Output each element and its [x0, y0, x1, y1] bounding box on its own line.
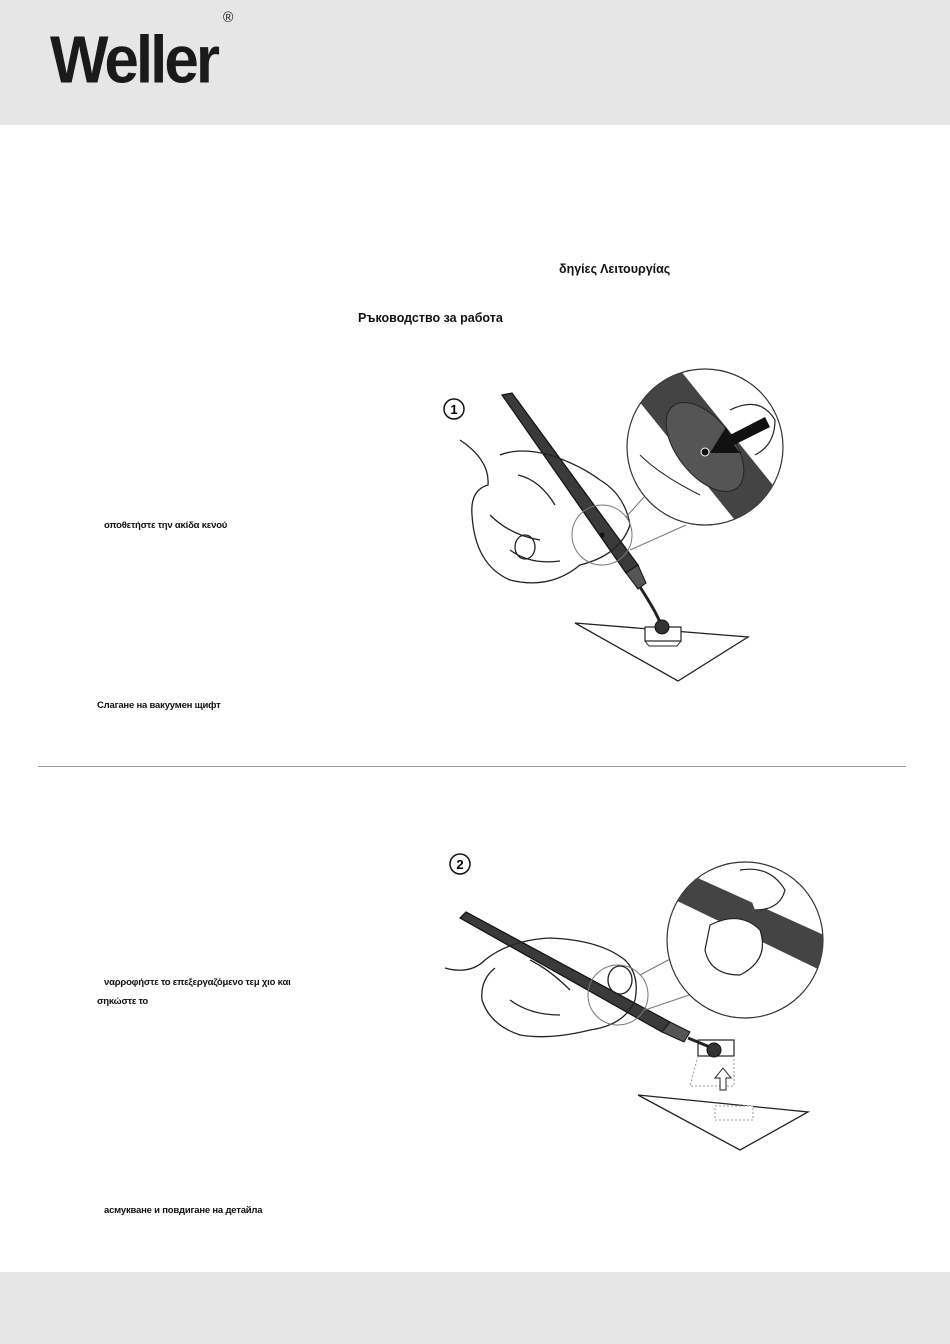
- figure-1-number: [444, 399, 464, 419]
- lifted-chip: [690, 1040, 753, 1120]
- figure-2-number: [450, 854, 470, 874]
- caption-1-bulgarian: Слагане на вакуумен щифт: [97, 700, 221, 711]
- section-divider: [38, 766, 906, 767]
- figure-2-illustration: [440, 850, 830, 1160]
- detail-magnified: [627, 369, 805, 545]
- hand: [460, 440, 630, 583]
- caption-2-greek-line2: σηκώστε το: [97, 996, 148, 1007]
- figure-1-illustration: [430, 365, 810, 695]
- caption-1-greek: οποθετήστε την ακίδα κενού: [104, 520, 228, 531]
- circuit-board: [638, 1095, 808, 1150]
- title-greek: δηγίες Λειτουργίας: [559, 262, 671, 276]
- caption-2-bulgarian: асмукване и повдигане на детайла: [104, 1205, 263, 1216]
- detail-magnified: [665, 862, 835, 1018]
- title-bulgarian: Ръководство за работа: [358, 311, 503, 325]
- footer-band: [0, 1272, 950, 1344]
- up-arrow-icon: [715, 1068, 731, 1090]
- weller-logo: Weller®: [50, 8, 234, 98]
- svg-text:2: 2: [456, 857, 464, 872]
- svg-text:1: 1: [450, 402, 458, 417]
- caption-2-greek-line1: ναρροφήστε το επεξεργαζόμενο τεμ χιο και: [104, 977, 291, 988]
